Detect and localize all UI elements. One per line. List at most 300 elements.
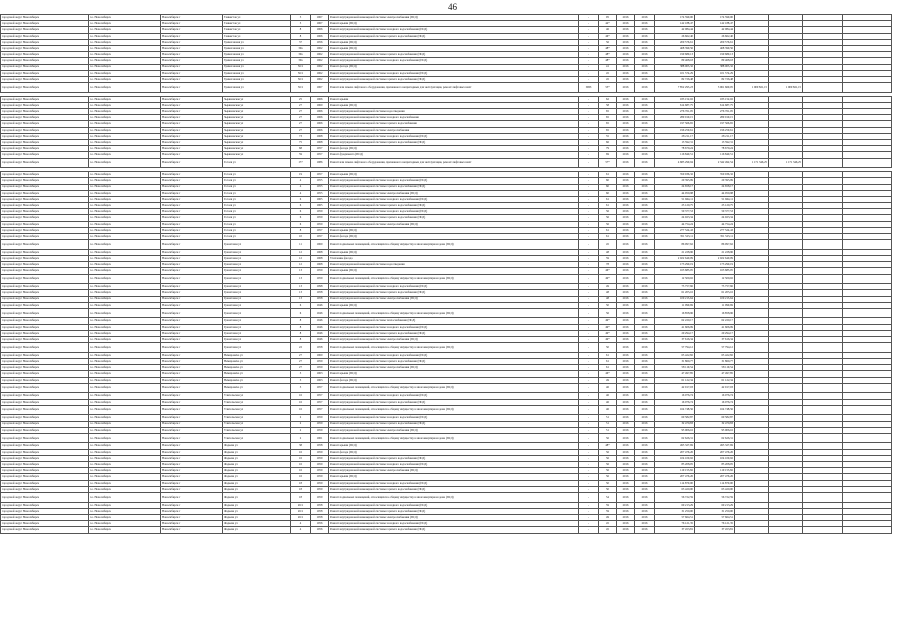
table-cell-col-5: 13 [291, 290, 311, 296]
table-cell-col-2: г.о. Новосибирск [89, 324, 161, 330]
table-cell-col-11: 2016 [635, 70, 655, 76]
table-cell-col-11: 2016 [635, 508, 655, 514]
table-cell-col-7: Ремонт фасада (ПСД) [329, 377, 579, 383]
table-cell-col-8: - [579, 33, 599, 39]
table-cell-col-2: г.о. Новосибирск [89, 158, 161, 168]
table-cell-col-13: 3 961 669,05 [695, 83, 735, 93]
table-cell-col-6: 1959 [311, 365, 329, 371]
table-cell-col-8: - [579, 262, 599, 268]
table-cell-col-17 [843, 383, 892, 393]
table-cell-col-8: - [579, 139, 599, 145]
table-cell-col-2: г.о. Новосибирск [89, 227, 161, 233]
table-cell-col-4: Трикотажная ул [223, 83, 291, 93]
table-cell-col-2: г.о. Новосибирск [89, 102, 161, 108]
table-cell-col-9: 78 [599, 262, 617, 268]
table-cell-col-10: 2016 [617, 383, 635, 393]
table-cell-col-10: 2016 [617, 359, 635, 365]
table-cell-col-6: 1946 [311, 330, 329, 336]
table-cell-col-4: Гоголя ул [223, 221, 291, 227]
table-cell-col-4: Зыряновская ул [223, 127, 291, 133]
table-cell-col-6: 1962 [311, 52, 329, 58]
table-cell-col-12: 24 923,34 [655, 215, 695, 221]
table-cell-col-16 [803, 158, 843, 168]
table-cell-col-8: - [579, 146, 599, 152]
table-cell-col-8: - [579, 249, 599, 255]
table-cell-col-11: 2016 [635, 64, 655, 70]
table-cell-col-12: 196 259,61 [655, 127, 695, 133]
table-cell-col-7: Ремонт внутридомовой инженерной системы горячего водоснабжения (ПСД) [329, 421, 579, 427]
table-cell-col-12: 16 076,74 [655, 393, 695, 399]
table-cell-col-13: 495 327,69 [695, 443, 735, 449]
table-cell-col-8: - [579, 158, 599, 168]
table-cell-col-5: 26/1 [291, 508, 311, 514]
table-cell-col-9: 46 [599, 383, 617, 393]
table-cell-col-10: 2016 [617, 96, 635, 102]
table-cell-col-8: - [579, 64, 599, 70]
table-cell-col-9: 56 [599, 462, 617, 468]
table-cell-col-1: городской округ Новосибирск [1, 190, 89, 196]
table-cell-col-7: Ремонт внутридомовой инженерной системы горячего водоснабжения (ПСД) [329, 76, 579, 82]
table-cell-col-7: Ремонт внутридомовой инженерной системы холодного водоснабжения (ПСД) [329, 521, 579, 527]
table-cell-col-8: - [579, 405, 599, 415]
table-cell-col-3: Новосибирск г [161, 109, 223, 115]
table-cell-col-11: 2016 [635, 209, 655, 215]
table-cell-col-2: г.о. Новосибирск [89, 33, 161, 39]
table-cell-col-7: Ремонт внутридомовой инженерной системы электроснабжения (ПСД) [329, 427, 579, 433]
table-cell-col-13: 63 420,00 [695, 486, 735, 492]
table-cell-col-13: 47 497,85 [695, 371, 735, 377]
table-cell-col-4: Фадеева ул [223, 480, 291, 486]
table-cell-col-11: 2016 [635, 330, 655, 336]
table-cell-col-6: 1946 [311, 318, 329, 324]
table-cell-col-4: Учительская ул [223, 393, 291, 399]
table-cell-col-1: городской округ Новосибирск [1, 64, 89, 70]
table-cell-col-12: 47 497,85 [655, 371, 695, 377]
table-cell-col-10: 2016 [617, 172, 635, 178]
table-cell-col-10: 2016 [617, 486, 635, 492]
table-cell-col-13: 61 205,16 [695, 290, 735, 296]
table-cell-col-13: 24 658,17 [695, 184, 735, 190]
table-cell-col-13: 16 858,96 [695, 308, 735, 318]
table-cell-col-8: - [579, 393, 599, 399]
table-cell-col-13: 82 726,48 [695, 76, 735, 82]
table-cell-col-3: Новосибирск г [161, 474, 223, 480]
table-cell-col-8: - [579, 102, 599, 108]
table-cell-col-2: г.о. Новосибирск [89, 58, 161, 64]
table-cell-col-5: 6 [291, 209, 311, 215]
table-cell-col-4: Гоголя ул [223, 196, 291, 202]
table-cell-col-16 [803, 308, 843, 318]
table-cell-col-11: 2016 [635, 421, 655, 427]
table-cell-col-2: г.о. Новосибирск [89, 146, 161, 152]
table-cell-col-2: г.о. Новосибирск [89, 96, 161, 102]
table-cell-col-1: городской округ Новосибирск [1, 152, 89, 158]
table-cell-col-12: 142 188,47 [655, 21, 695, 27]
table-cell-col-9: 48* [599, 58, 617, 64]
table-cell-col-7: Ремонт крыши [329, 96, 579, 102]
table-cell-col-10: 2016 [617, 514, 635, 520]
table-cell-col-13: 95 906,16 [695, 427, 735, 433]
table-cell-col-10: 2016 [617, 502, 635, 508]
table-cell-col-7: Ремонт внутридомовой инженерной системы холодного водоснабжения (ПСД) [329, 209, 579, 215]
table-cell-col-7: Ремонт крыши (ПСД) [329, 302, 579, 308]
table-cell-col-7: Ремонт внутридомовой инженерной системы электроснабжения (ПСД) [329, 15, 579, 21]
table-cell-col-3: Новосибирск г [161, 133, 223, 139]
table-cell-col-5: 11 [291, 240, 311, 250]
table-cell-col-4: Немировича ул [223, 352, 291, 358]
table-cell-col-13: 76 121,35 [695, 521, 735, 527]
table-cell-col-12: 468 399,56 [655, 45, 695, 51]
table-cell-col-1: городской округ Новосибирск [1, 268, 89, 274]
table-cell-col-9: 45 [599, 70, 617, 76]
table-cell-col-2: г.о. Новосибирск [89, 502, 161, 508]
table-cell-col-11: 2016 [635, 33, 655, 39]
table-cell-col-12: 21 228,96 [655, 249, 695, 255]
table-cell-col-12: 95 906,16 [655, 427, 695, 433]
table-cell-col-3: Новосибирск г [161, 308, 223, 318]
table-cell-col-12: 58 119,54 [655, 365, 695, 371]
table-cell-col-9: 60 [599, 178, 617, 184]
table-cell-col-1: городской округ Новосибирск [1, 455, 89, 461]
table-cell-col-12: 63 420,00 [655, 486, 695, 492]
table-cell-col-15 [769, 308, 803, 318]
table-cell-col-5: 56/1 [291, 83, 311, 93]
table-cell-col-11: 2016 [635, 443, 655, 449]
table-cell-col-3: Новосибирск г [161, 240, 223, 250]
table-cell-col-9: 56 [599, 449, 617, 455]
table-cell-col-12: 61 205,16 [655, 290, 695, 296]
table-cell-col-7: Ремонт подвальных помещений, относящихся к общему имуществу в многоквартирном доме (ПСД) [329, 240, 579, 250]
table-cell-col-6: 1959 [311, 462, 329, 468]
table-cell-col-11: 2016 [635, 127, 655, 133]
table-cell-col-13: 114 870,00 [695, 480, 735, 486]
table-cell-col-3: Новосибирск г [161, 158, 223, 168]
table-cell-col-13: 104 100,92 [695, 455, 735, 461]
table-cell-col-8: - [579, 421, 599, 427]
table-cell-col-1: городской округ Новосибирск [1, 215, 89, 221]
table-cell-col-2: г.о. Новосибирск [89, 27, 161, 33]
table-cell-col-2: г.о. Новосибирск [89, 115, 161, 121]
table-cell-col-5: 18 [291, 486, 311, 492]
table-cell-col-9: 79 [599, 146, 617, 152]
table-cell-col-2: г.о. Новосибирск [89, 139, 161, 145]
table-cell-col-11: 2016 [635, 480, 655, 486]
table-cell-col-12: 200 576,61 [655, 39, 695, 45]
table-cell-col-10: 2016 [617, 215, 635, 221]
table-cell-col-2: г.о. Новосибирск [89, 284, 161, 290]
table-cell-col-3: Новосибирск г [161, 172, 223, 178]
table-cell-col-12: 614 687,75 [655, 102, 695, 108]
table-cell-col-6: 1958 [311, 290, 329, 296]
table-cell-col-4: Гранатовая ул [223, 308, 291, 318]
table-cell-col-4: Трикотажная ул [223, 45, 291, 51]
table-cell-col-6: 1968 [311, 249, 329, 255]
table-cell-col-13: 289 919,15 [695, 115, 735, 121]
table-cell-col-6: 1959 [311, 359, 329, 365]
table-cell-col-4: Учительская ул [223, 421, 291, 427]
table-cell-col-7: Ремонт крыши (ПСД) [329, 268, 579, 274]
table-cell-col-12: 62 220,17 [655, 318, 695, 324]
table-cell-col-13: 207 476,26 [695, 449, 735, 455]
table-cell-col-8: - [579, 455, 599, 461]
table-cell-col-11: 2016 [635, 427, 655, 433]
table-cell-col-6: 1960 [311, 102, 329, 108]
table-cell-col-5: 16 [291, 393, 311, 399]
table-cell-col-11: 2016 [635, 102, 655, 108]
table-cell-col-6: 1962 [311, 45, 329, 51]
table-cell-col-8: - [579, 227, 599, 233]
table-cell-col-4: Учительская ул [223, 427, 291, 433]
table-cell-col-3: Новосибирск г [161, 492, 223, 502]
table-cell-col-1: городской округ Новосибирск [1, 39, 89, 45]
table-cell-col-10: 2016 [617, 421, 635, 427]
table-cell-col-9: 56 [599, 39, 617, 45]
table-cell-col-1: городской округ Новосибирск [1, 234, 89, 240]
table-cell-col-11: 2016 [635, 462, 655, 468]
table-cell-col-3: Новосибирск г [161, 462, 223, 468]
table-cell-col-2: г.о. Новосибирск [89, 209, 161, 215]
table-cell-col-2: г.о. Новосибирск [89, 262, 161, 268]
table-cell-col-6: 1959 [311, 474, 329, 480]
table-row [1, 83, 892, 93]
table-cell-col-6: 1946 [311, 302, 329, 308]
table-cell-col-2: г.о. Новосибирск [89, 337, 161, 343]
table-cell-col-4: Учительская ул [223, 415, 291, 421]
table-cell-col-7: Ремонт подвальных помещений, относящихся к общему имуществу в многоквартирном доме (ПСД) [329, 343, 579, 353]
table-cell-col-2: г.о. Новосибирск [89, 255, 161, 261]
table-cell-col-1: городской округ Новосибирск [1, 249, 89, 255]
table-cell-col-6: 1960 [311, 352, 329, 358]
table-cell-col-10: 2016 [617, 33, 635, 39]
table-cell-col-12: 28 211,17 [655, 133, 695, 139]
table-cell-col-8: - [579, 365, 599, 371]
table-cell-col-3: Новосибирск г [161, 268, 223, 274]
table-cell-col-6: 1957 [311, 146, 329, 152]
table-cell-col-9: 56 [599, 209, 617, 215]
table-cell-col-4: Немировича ул [223, 359, 291, 365]
table-cell-col-4: Фадеева ул [223, 455, 291, 461]
table-cell-col-13: 16 076,74 [695, 399, 735, 405]
table-cell-col-2: г.о. Новосибирск [89, 109, 161, 115]
table-cell-col-7: Ремонт фасада (ПСД) [329, 146, 579, 152]
table-cell-col-8: - [579, 240, 599, 250]
table-cell-col-15 [769, 433, 803, 443]
table-cell-col-5: 39а [291, 45, 311, 51]
table-cell-col-1: городской округ Новосибирск [1, 109, 89, 115]
table-cell-col-3: Новосибирск г [161, 421, 223, 427]
table-cell-col-7: Ремонт внутридомовой инженерной системы горячего водоснабжения (ПСД) [329, 290, 579, 296]
table-cell-col-9: 46* [599, 371, 617, 377]
table-cell-col-5: 8 [291, 33, 311, 39]
table-cell-col-11: 2016 [635, 502, 655, 508]
table-cell-col-12: 26 662,40 [655, 33, 695, 39]
table-cell-col-7: Ремонт внутридомовой инженерной системы горячего водоснабжения (ПСД) [329, 508, 579, 514]
table-cell-col-3: Новосибирск г [161, 371, 223, 377]
table-cell-col-13: 116 840,51 [695, 152, 735, 158]
table-cell-col-5: 56/1 [291, 64, 311, 70]
table-cell-col-2: г.о. Новосибирск [89, 203, 161, 209]
table-cell-col-13: 142 188,47 [695, 21, 735, 27]
table-cell-col-9: 57* [599, 158, 617, 168]
table-cell-col-12: 114 870,00 [655, 480, 695, 486]
table-cell-col-6: 1967 [311, 15, 329, 21]
table-cell-col-1: городской округ Новосибирск [1, 203, 89, 209]
table-cell-col-9: 49* [599, 318, 617, 324]
table-cell-col-11: 2016 [635, 96, 655, 102]
table-cell-col-11: 2016 [635, 109, 655, 115]
table-cell-col-7: Ремонт внутридомовой инженерной системы горячего водоснабжения (ПСД) [329, 455, 579, 461]
table-cell-col-7: Ремонт фасада (ПСД) [329, 64, 579, 70]
table-cell-col-5: 18 [291, 480, 311, 486]
table-row [1, 158, 892, 168]
table-cell-col-6: 1959 [311, 268, 329, 274]
table-cell-col-13: 44 950,98 [695, 190, 735, 196]
table-cell-col-12: 104 100,92 [655, 455, 695, 461]
table-cell-col-4: Немировича ул [223, 371, 291, 377]
table-cell-col-7: Утепление фасада [329, 255, 579, 261]
table-cell-col-9: 49* [599, 330, 617, 336]
table-cell-col-10: 2016 [617, 371, 635, 377]
table-cell-col-2: г.о. Новосибирск [89, 83, 161, 93]
table-cell-col-4: Гранатовая ул [223, 240, 291, 250]
table-cell-col-9: 48 [599, 290, 617, 296]
table-cell-col-4: Фадеева ул [223, 521, 291, 527]
table-cell-col-8: - [579, 221, 599, 227]
table-cell-col-13: 65 422,82 [695, 352, 735, 358]
table-cell-col-8: - [579, 21, 599, 27]
table-cell-col-10: 2016 [617, 330, 635, 336]
table-cell-col-8: - [579, 27, 599, 33]
table-cell-col-7: Ремонт фундамента (ПСД) [329, 152, 579, 158]
table-cell-col-2: г.о. Новосибирск [89, 15, 161, 21]
table-cell-col-3: Новосибирск г [161, 96, 223, 102]
table-cell-col-11: 2016 [635, 468, 655, 474]
table-cell-col-4: Гранатовая ул [223, 249, 291, 255]
repair-program-table [0, 14, 892, 534]
table-cell-col-12: 31 250,00 [655, 508, 695, 514]
table-cell-col-3: Новосибирск г [161, 399, 223, 405]
table-cell-col-10: 2016 [617, 240, 635, 250]
table-cell-col-7: Ремонт внутридомовой инженерной системы горячего водоснабжения (ПСД) [329, 527, 579, 533]
table-cell-col-13: 41 606,99 [695, 324, 735, 330]
table-cell-col-7: Ремонт внутридомовой инженерной системы электроснабжения (ПСД) [329, 514, 579, 520]
table-cell-col-11: 2016 [635, 449, 655, 455]
table-cell-col-8: - [579, 492, 599, 502]
table-cell-col-9: 48* [599, 443, 617, 449]
table-cell-col-1: городской округ Новосибирск [1, 184, 89, 190]
table-cell-col-10: 2016 [617, 221, 635, 227]
table-cell-col-6: 1966 [311, 96, 329, 102]
table-cell-col-5: 3 [291, 383, 311, 393]
table-cell-col-6: 1956 [311, 39, 329, 45]
table-cell-col-1: городской округ Новосибирск [1, 486, 89, 492]
table-cell-col-11: 2016 [635, 274, 655, 284]
table-cell-col-11: 2016 [635, 337, 655, 343]
table-cell-col-4: Гоголя ул [223, 209, 291, 215]
table-cell-col-10: 2016 [617, 521, 635, 527]
table-cell-col-1: городской округ Новосибирск [1, 405, 89, 415]
table-cell-col-9: 56 [599, 308, 617, 318]
table-cell-col-12: 32 479,83 [655, 421, 695, 427]
table-cell-col-7: Ремонт внутридомовой инженерной системы горячего водоснабжения (ПСД) [329, 486, 579, 492]
table-cell-col-10: 2016 [617, 302, 635, 308]
table-cell-col-6: 1955 [311, 184, 329, 190]
table-cell-col-3: Новосибирск г [161, 139, 223, 145]
table-cell-col-14 [735, 405, 769, 415]
table-cell-col-6: 1959 [311, 455, 329, 461]
table-cell-col-10: 2016 [617, 508, 635, 514]
table-cell-col-1: городской округ Новосибирск [1, 262, 89, 268]
table-cell-col-7: Ремонт фасада (ПСД) [329, 449, 579, 455]
table-cell-col-7: Ремонт внутридомовой инженерной системы горячего водоснабжения (ПСД) [329, 52, 579, 58]
table-cell-col-4: Гранатовая ул [223, 284, 291, 290]
table-cell-col-4: Фадеева ул [223, 486, 291, 492]
table-cell-col-6: 1966 [311, 109, 329, 115]
table-cell-col-8: - [579, 274, 599, 284]
table-cell-col-1: городской округ Новосибирск [1, 337, 89, 343]
table-cell-col-8: - [579, 58, 599, 64]
table-cell-col-12: 37 616,34 [655, 337, 695, 343]
table-cell-col-6: 1957 [311, 172, 329, 178]
table-cell-col-3: Новосибирск г [161, 393, 223, 399]
table-cell-col-2: г.о. Новосибирск [89, 215, 161, 221]
table-cell-col-9: 61 [599, 234, 617, 240]
table-cell-col-11: 2016 [635, 146, 655, 152]
table-cell-col-1: городской округ Новосибирск [1, 139, 89, 145]
table-cell-col-10: 2016 [617, 468, 635, 474]
table-cell-col-6: 1966 [311, 33, 329, 39]
table-cell-col-9: 66 [599, 139, 617, 145]
table-cell-col-4: Гоголя ул [223, 234, 291, 240]
table-cell-col-16 [803, 492, 843, 502]
table-cell-col-3: Новосибирск г [161, 39, 223, 45]
table-cell-col-7: Ремонт крыши (ПСД) [329, 21, 579, 27]
table-cell-col-8: - [579, 296, 599, 302]
table-cell-col-5: 4 [291, 521, 311, 527]
table-cell-col-6: 1968 [311, 255, 329, 261]
table-cell-col-7: Ремонт внутридомовой инженерной системы горячего водоснабжения (ПСД) [329, 399, 579, 405]
table-cell-col-13: 57 664,51 [695, 514, 735, 520]
table-cell-col-1: городской округ Новосибирск [1, 449, 89, 455]
table-cell-col-10: 2016 [617, 27, 635, 33]
table-cell-col-3: Новосибирск г [161, 76, 223, 82]
table-cell-col-3: Новосибирск г [161, 209, 223, 215]
table-cell-col-3: Новосибирск г [161, 52, 223, 58]
table-cell-col-9: 61 [599, 352, 617, 358]
table-cell-col-5: 27 [291, 115, 311, 121]
table-cell-col-2: г.о. Новосибирск [89, 371, 161, 377]
table-cell-col-6: 1962 [311, 64, 329, 70]
table-cell-col-5: 8 [291, 318, 311, 324]
table-cell-col-11: 2016 [635, 15, 655, 21]
table-cell-col-1: городской округ Новосибирск [1, 274, 89, 284]
table-cell-col-2: г.о. Новосибирск [89, 52, 161, 58]
table-cell-col-3: Новосибирск г [161, 514, 223, 520]
table-cell-col-11: 2016 [635, 383, 655, 393]
table-cell-col-16 [803, 405, 843, 415]
table-cell-col-2: г.о. Новосибирск [89, 308, 161, 318]
table-row [1, 240, 892, 250]
table-cell-col-11: 2016 [635, 521, 655, 527]
table-cell-col-8: - [579, 427, 599, 433]
table-cell-col-3: Новосибирск г [161, 296, 223, 302]
table-cell-col-5: 5 [291, 21, 311, 27]
table-cell-col-15 [769, 527, 803, 533]
table-cell-col-4: Гоголя ул [223, 172, 291, 178]
table-cell-col-10: 2016 [617, 433, 635, 443]
table-cell-col-9: 49* [599, 274, 617, 284]
table-cell-col-1: городской округ Новосибирск [1, 21, 89, 27]
